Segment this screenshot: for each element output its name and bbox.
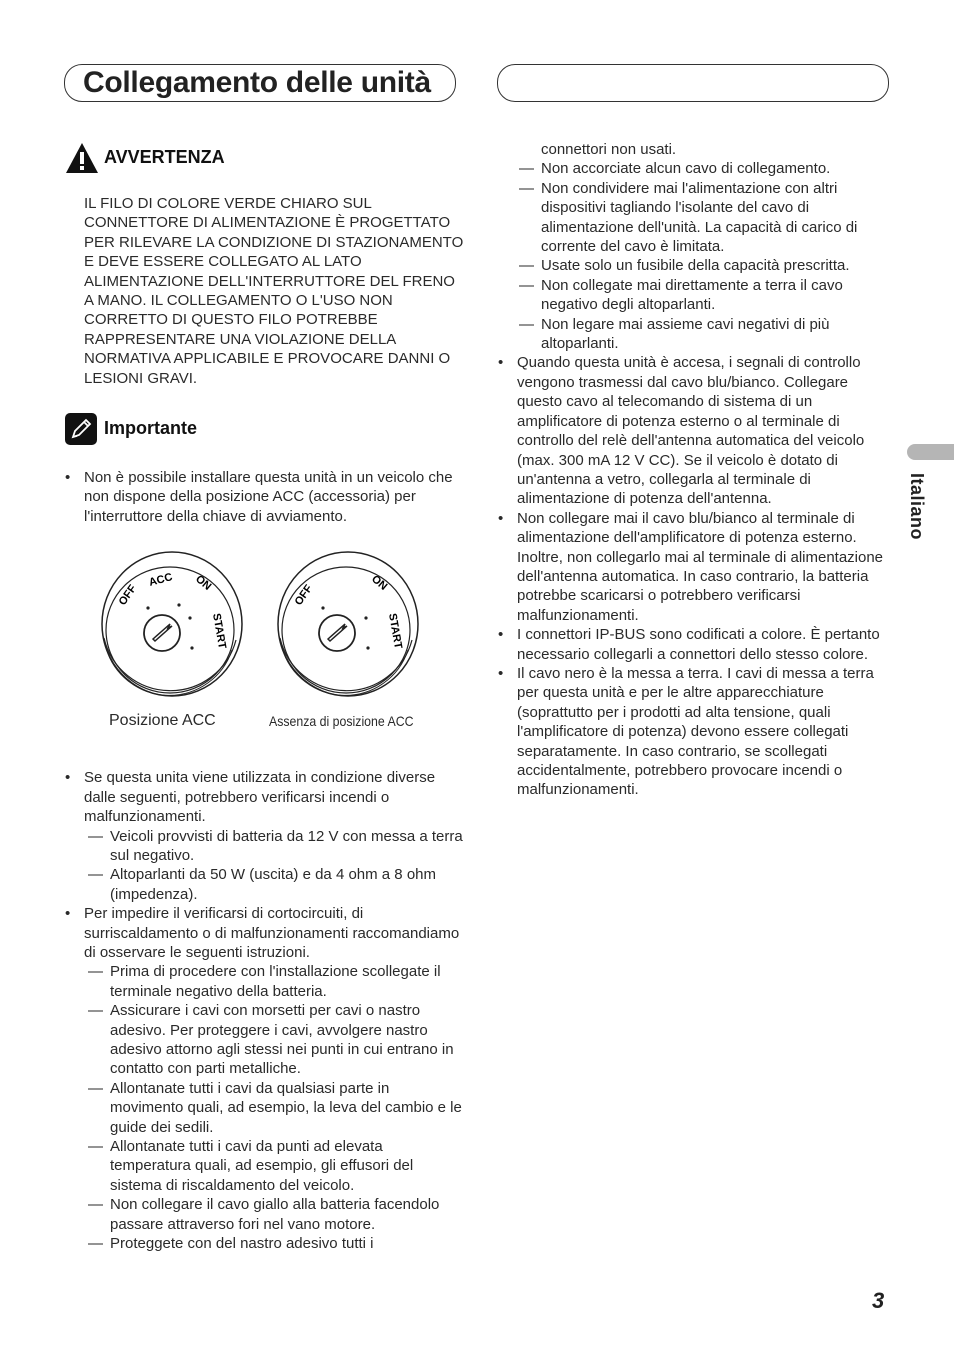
sub-list	[84, 962, 464, 1253]
bullet-text: Per impedire il verificarsi di cortocircuiti, di surriscaldamento o di malfunzionamenti raccomandiamo di osservare le seguenti istruzioni.	[84, 905, 460, 961]
sub-list	[84, 827, 464, 905]
sub-item-text: Veicoli provvisti di batteria da 12 V con messa a terra sul negativo.	[110, 827, 463, 864]
caption-acc: Posizione ACC	[109, 712, 216, 730]
dial1-off-label: OFF	[116, 583, 140, 609]
dial1-on-label: ON	[193, 573, 214, 594]
sub-item: — Proteggete con del nastro adesivo tutti i	[88, 1235, 374, 1253]
caption-no-acc: Assenza di posizione ACC	[269, 713, 414, 730]
important-list	[64, 468, 464, 526]
sub-item: — Non accorciate alcun cavo di collegamento.	[519, 160, 831, 178]
list-item: • Non è possibile installare questa unità in un veicolo che non dispone della posizione ACC (accessoria) per l'interruttore della chiave di avviamento.	[64, 468, 464, 526]
list-item: • I connettori IP-BUS sono codificati a colore. È pertanto necessario collegarli a connettori dello stesso colore.	[497, 625, 897, 664]
sub-item: — Allontanate tutti i cavi da qualsiasi parte in movimento quali, ad esempio, la leva del cambio e le guide dei sedili.	[88, 1079, 462, 1136]
sub-item-text: Proteggete con del nastro adesivo tutti i	[110, 1235, 374, 1253]
ignition-figure	[64, 534, 464, 756]
empty-title-box	[497, 64, 889, 102]
dial2-on-label: ON	[369, 573, 390, 594]
dial2-off-label: OFF	[292, 583, 316, 609]
bullet-text: Se questa unita viene utilizzata in condizione diverse dalle seguenti, potrebbero verificarsi incendi o malfunzionamenti.	[84, 769, 436, 826]
sub-item-text: Allontanate tutti i cavi da qualsiasi parte in movimento quali, ad esempio, la leva del cambio e le guide dei sedili.	[110, 1079, 462, 1136]
language-tab-marker	[907, 444, 954, 460]
sub-item-text: Prima di procedere con l'installazione scollegate il terminale negativo della batteria.	[110, 963, 441, 1000]
list-item: • Quando questa unità è accesa, i segnali di controllo vengono trasmessi dal cavo blu/bianco. Collegare questo cavo al telecomando di sistema di un amplificatore di potenza esterno o al terminale di controllo del relè dell'antenna automatica del veicolo (max. 300 mA 12 V CC). Se il veicolo è dotato di un'antenna a vetro, collegarla al terminale di alimentazione di potenza dell'antenna.	[497, 353, 897, 508]
sub-item-text: Allontanate tutti i cavi da punti ad elevata temperatura quali, ad esempio, gli effusori del sistema di riscaldamento del veicolo.	[110, 1138, 414, 1194]
sub-item: — Non condividere mai l'alimentazione con altri dispositivi tagliando l'isolante del cavo di alimentazione dell'unità. La capacità di carico di corrente del cavo è limitata.	[519, 179, 858, 256]
language-label	[903, 466, 939, 546]
sub-item: — Non collegare il cavo giallo alla batteria facendolo passare attraverso fori nel vano motore.	[88, 1196, 440, 1233]
continued-text: connettori non usati.	[541, 141, 677, 158]
right-column	[497, 140, 897, 800]
right-bullet-list	[497, 353, 897, 799]
list-item	[64, 768, 464, 904]
pencil-note-icon	[64, 412, 98, 446]
sub-item: — Non legare mai assieme cavi negativi di più altoparlanti.	[519, 315, 830, 353]
list-item: • Non collegare mai il cavo blu/bianco al terminale di alimentazione dell'amplificatore di potenza esterno. Inoltre, non collegarlo mai al terminale di alimentazione dell'antenna automatica. In caso contrario, la batteria potrebbe scaricarsi o potrebbero verificarsi malfunzionamenti.	[497, 509, 897, 625]
sub-item: — Altoparlanti da 50 W (uscita) e da 4 ohm a 8 ohm (impedenza).	[88, 866, 437, 903]
page-number: 3	[872, 1288, 885, 1313]
important-title: Importante	[104, 418, 198, 439]
sub-list	[515, 159, 897, 353]
warning-title: AVVERTENZA	[104, 147, 225, 168]
warning-triangle-icon	[64, 141, 100, 175]
warning-heading	[64, 140, 464, 176]
sub-item-text: Non condividere mai l'alimentazione con altri dispositivi tagliando l'isolante del cavo di alimentazione dell'unità. La capacità di carico di corrente del cavo è limitata.	[541, 179, 858, 256]
warning-text: IL FILO DI COLORE VERDE CHIARO SUL CONNETTORE DI ALIMENTAZIONE È PROGETTATO PER RILEVARE LA CONDIZIONE DI STAZIONAMENTO E DEVE ESSERE COLLEGATO AL LATO ALIMENTAZIONE DELL'INTERRUTTORE DEL FRENO A MANO. IL COLLEGAMENTO O L'USO NON CORRETTO DI QUESTO FILO POTREBBE RAPPRESENTARE UNA VIOLAZIONE DELLA NORMATIVA APPLICABILE E PROVOCARE DANNI O LESIONI GRAVI.	[84, 195, 464, 387]
sub-item: — Assicurare i cavi con morsetti per cavi o nastro adesivo. Per proteggere i cavi, avvolgere nastro adesivo attorno agli stessi nei punti in cui entrano in contatto con parti metalliche.	[88, 1002, 454, 1078]
left-column	[64, 140, 464, 1253]
sub-item-text: Non legare mai assieme cavi negativi di più altoparlanti.	[541, 315, 830, 353]
dial2-start-label: START	[386, 612, 405, 651]
left-bullet-list	[64, 768, 464, 1253]
sub-item-text: Non collegate mai direttamente a terra il cavo negativo degli altoparlanti.	[541, 276, 843, 314]
dial1-acc-label: ACC	[147, 571, 174, 590]
list-item: • Il cavo nero è la messa a terra. I cavi di messa a terra per questa unità e per le altre apparecchiature (soprattutto per i prodotti ad alta tensione, quali l'amplificatore di potenza) devono essere collegati separatamente. In caso contrario, se scollegati accidentalmente, potrebbero provocare incendi o malfunzionamenti.	[497, 664, 897, 800]
sub-item: — Veicoli provvisti di batteria da 12 V con messa a terra sul negativo.	[88, 827, 463, 864]
sub-item-text: Non collegare il cavo giallo alla batteria facendolo passare attraverso fori nel vano motore.	[110, 1196, 440, 1233]
sub-item: — Allontanate tutti i cavi da punti ad elevata temperatura quali, ad esempio, gli effusori del sistema di riscaldamento del veicolo.	[88, 1138, 414, 1194]
sub-item: — Usate solo un fusibile della capacità prescritta.	[519, 257, 850, 275]
sub-item-text: Assicurare i cavi con morsetti per cavi o nastro adesivo. Per proteggere i cavi, avvolgere nastro adesivo attorno agli stessi nei punti in cui entrano in contatto con parti metalliche.	[110, 1002, 454, 1078]
language-text: Italiano	[907, 472, 928, 541]
sub-item-text: Altoparlanti da 50 W (uscita) e da 4 ohm a 8 ohm (impedenza).	[110, 866, 437, 903]
ignition-dials-illustration	[64, 544, 464, 724]
list-item	[64, 904, 464, 1253]
sub-item: — Prima di procedere con l'installazione scollegate il terminale negativo della batteria.	[88, 963, 441, 1000]
sub-item-text: Non accorciate alcun cavo di collegamento.	[541, 160, 831, 178]
section-title-box	[64, 64, 456, 102]
sub-item: — Non collegate mai direttamente a terra il cavo negativo degli altoparlanti.	[519, 276, 843, 314]
page-title: Collegamento delle unità	[83, 66, 431, 99]
dial1-start-label: START	[210, 612, 229, 651]
important-heading	[64, 412, 464, 446]
sub-item-text: Usate solo un fusibile della capacità prescritta.	[541, 257, 850, 275]
